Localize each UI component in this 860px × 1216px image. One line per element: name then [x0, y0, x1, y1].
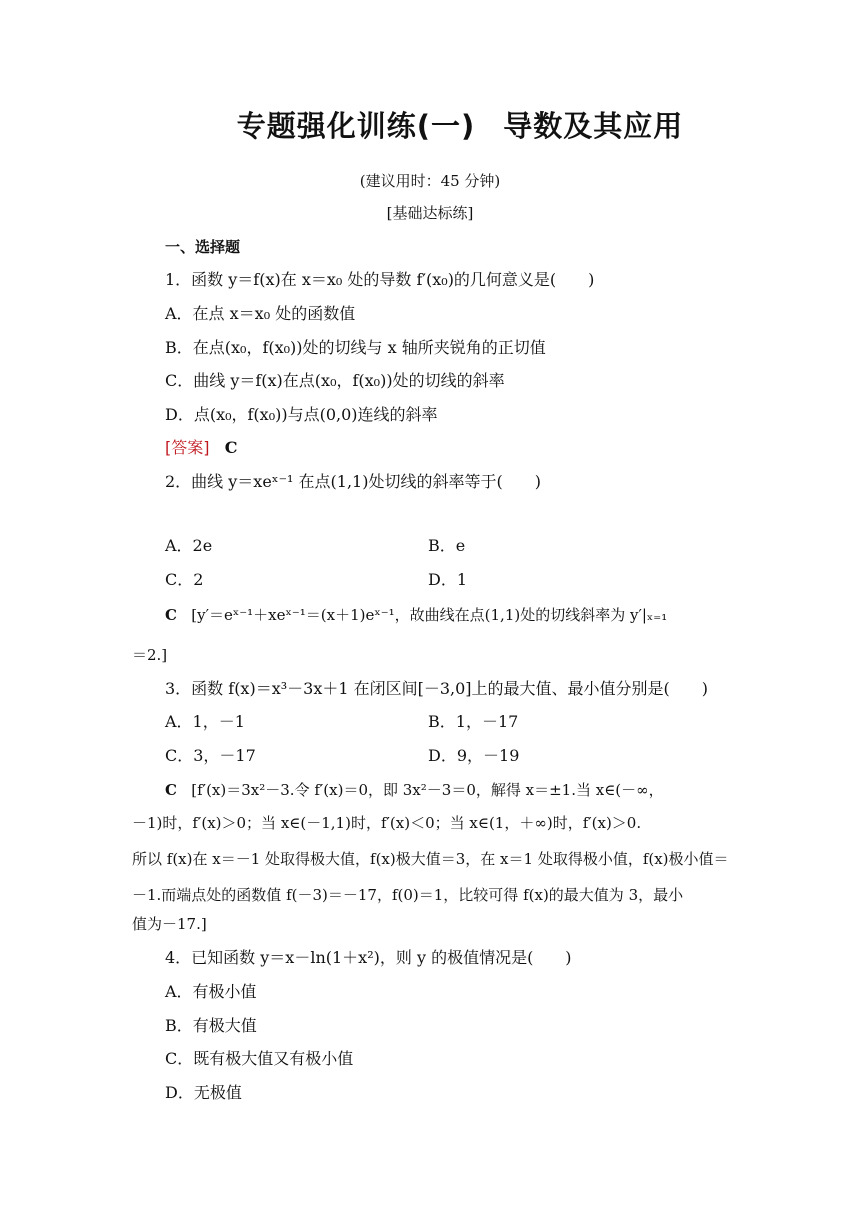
q1-stem: 1．函数 y＝f(x)在 x＝x₀ 处的导数 f′(x₀)的几何意义是( ) [165, 270, 595, 289]
q1-option-c: C．曲线 y＝f(x)在点(x₀，f(x₀))处的切线的斜率 [165, 371, 505, 390]
q4-option-b: B．有极大值 [165, 1016, 257, 1035]
section-heading: 一、选择题 [165, 238, 241, 256]
q2-stem: 2．曲线 y＝xeˣ⁻¹ 在点(1,1)处切线的斜率等于( ) [165, 472, 541, 491]
q2-option-c: C．2 [165, 570, 204, 589]
solution-text: [f′(x)＝3x²－3.令 f′(x)＝0，即 3x²－3＝0，解得 x＝±1.当 x∈(－∞， [191, 781, 664, 799]
q2-option-a: A．2e [165, 536, 213, 555]
answer-value: C [224, 438, 238, 457]
q3-solution-line5: 值为－17.] [132, 915, 207, 933]
q3-option-a: A．1，－1 [165, 712, 245, 731]
title-part2: 导数及其应用 [503, 109, 684, 143]
q3-solution [165, 780, 664, 800]
q4-option-c: C．既有极大值又有极小值 [165, 1049, 354, 1068]
q3-solution-line2: －1)时，f′(x)＞0；当 x∈(－1,1)时，f′(x)＜0；当 x∈(1，＋∞)时，f′(x)＞0. [132, 814, 642, 832]
solution-letter: C [165, 781, 177, 799]
q4-option-a: A．有极小值 [165, 982, 257, 1001]
q4-option-d: D．无极值 [165, 1083, 242, 1102]
q2-solution [165, 605, 667, 625]
section-tag: [基础达标练] [386, 204, 474, 222]
page-title [0, 104, 860, 145]
q1-option-b: B．在点(x₀，f(x₀))处的切线与 x 轴所夹锐角的正切值 [165, 338, 546, 357]
q3-solution-line3: 所以 f(x)在 x＝－1 处取得极大值，f(x)极大值＝3，在 x＝1 处取得极小值，f(x)极小值＝ [132, 850, 729, 868]
q1-option-d: D．点(x₀，f(x₀))与点(0,0)连线的斜率 [165, 405, 438, 424]
q3-option-b: B．1，－17 [428, 712, 519, 731]
q2-option-d: D．1 [428, 570, 468, 589]
title-part1: 专题强化训练(一) [236, 109, 476, 143]
time-hint: (建议用时：45 分钟) [359, 172, 501, 190]
solution-text: [y′＝eˣ⁻¹＋xeˣ⁻¹＝(x＋1)eˣ⁻¹，故曲线在点(1,1)处的切线斜率为 y′|ₓ₌₁ [191, 606, 668, 624]
q3-stem: 3．函数 f(x)＝x³－3x＋1 在闭区间[－3,0]上的最大值、最小值分别是( ) [165, 679, 709, 698]
q3-solution-line4: －1.而端点处的函数值 f(－3)＝－17，f(0)＝1，比较可得 f(x)的最大值为 3，最小 [132, 886, 684, 904]
answer-tag: [答案] [165, 438, 210, 457]
q3-option-c: C．3，－17 [165, 746, 256, 765]
q2-solution-cont: ＝2.] [132, 646, 168, 664]
q1-option-a: A．在点 x＝x₀ 处的函数值 [165, 304, 356, 323]
q1-answer [165, 438, 238, 458]
solution-letter: C [165, 606, 177, 624]
q3-option-d: D．9，－19 [428, 746, 520, 765]
q2-option-b: B．e [428, 536, 466, 555]
q4-stem: 4．已知函数 y＝x－ln(1＋x²)，则 y 的极值情况是( ) [165, 948, 572, 967]
